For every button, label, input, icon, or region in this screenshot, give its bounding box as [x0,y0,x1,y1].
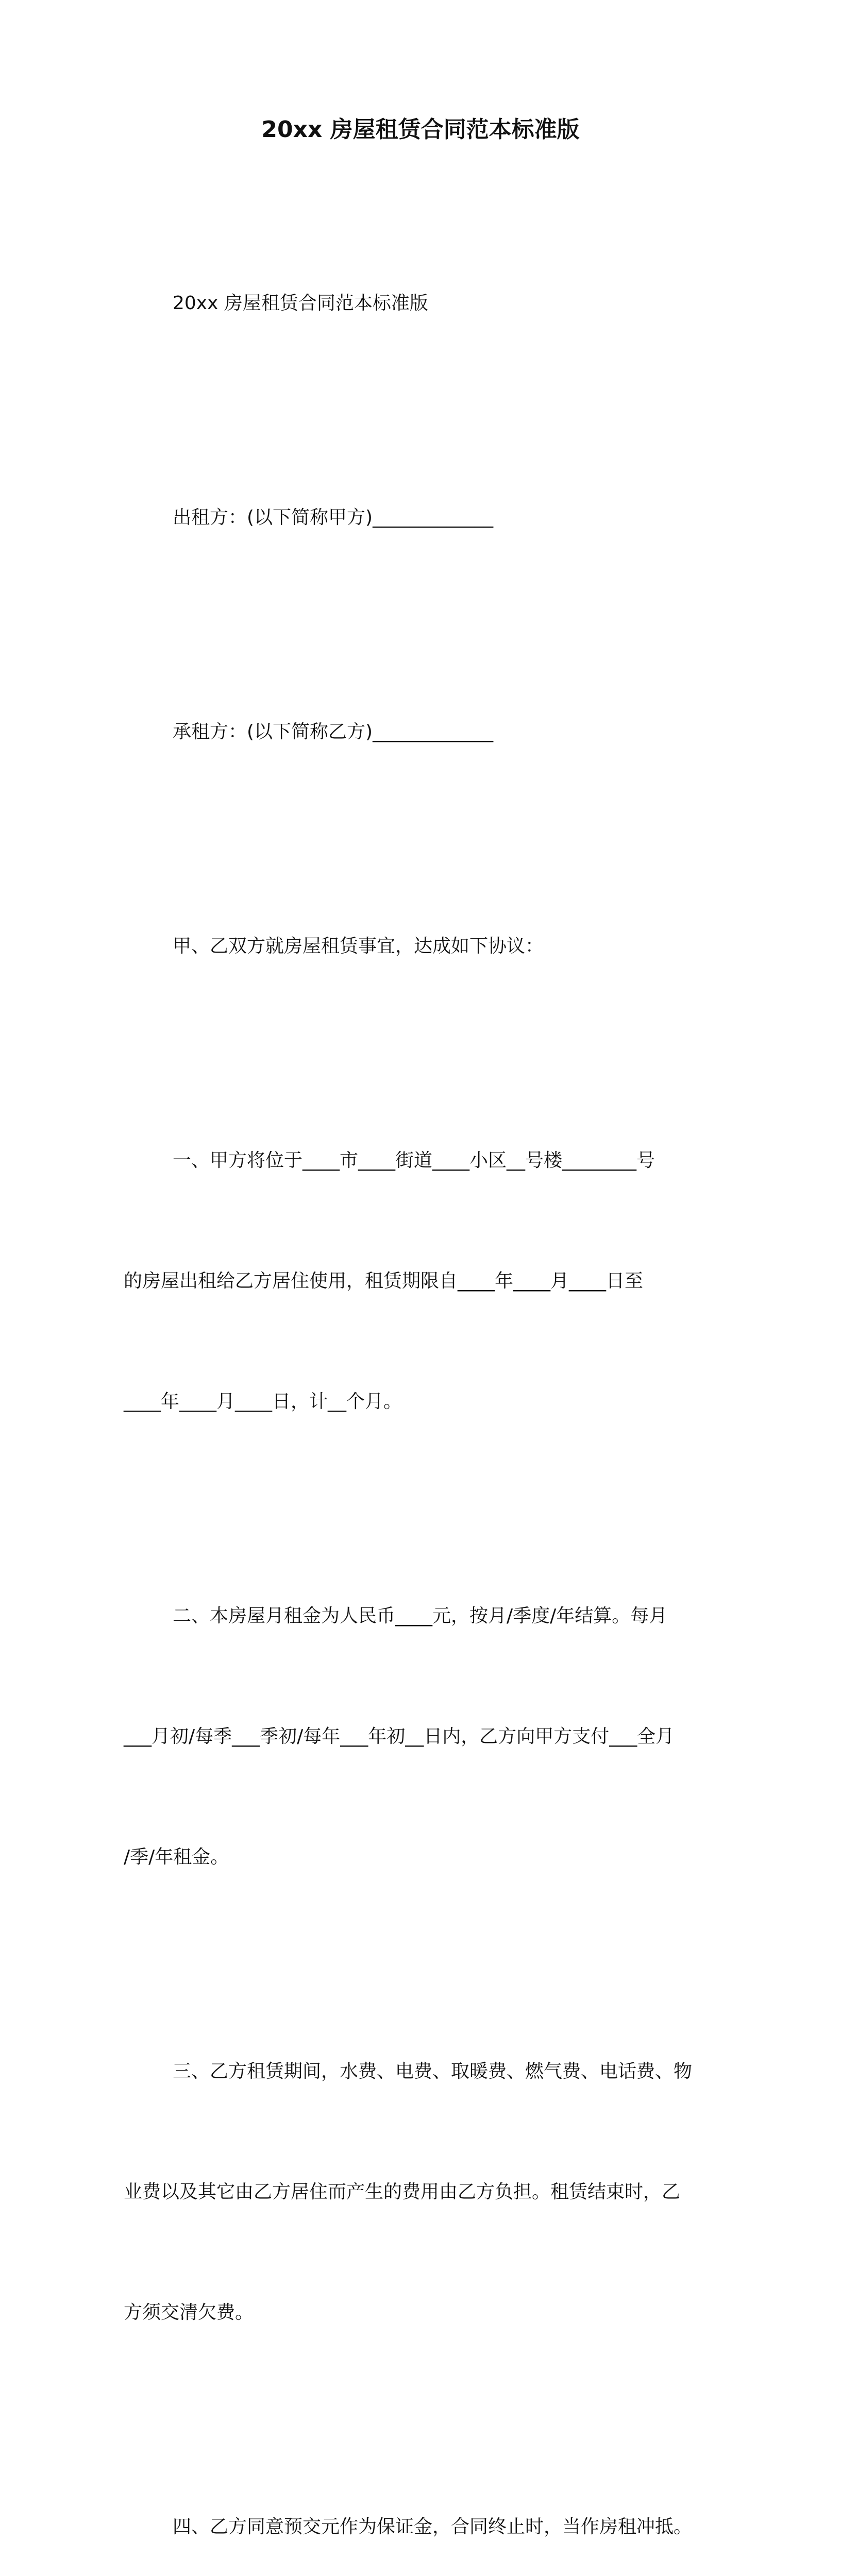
clause-1-paragraph [124,1060,711,1502]
lessee-paragraph [124,632,711,833]
subtitle-text: 20xx 房屋租赁合同范本标准版 [173,293,428,314]
clause-1-line: 的房屋出租给乙方居住使用，租赁期限自____年____月____日至 [124,1270,644,1292]
lessor-text: 出租方：(以下简称甲方)_____________ [173,507,494,528]
agreement-intro-paragraph [124,846,711,1047]
clause-4-paragraph [124,2427,711,2576]
clause-2-line: ___月初/每季___季初/每年___年初__日内，乙方向甲方支付___全月 [124,1726,675,1747]
clause-2-line: /季/年租金。 [124,1846,229,1868]
document-body [124,203,711,2576]
clause-1-line: 一、甲方将位于____市____街道____小区__号楼________号 [173,1150,655,1171]
lessee-text: 承租方：(以下简称乙方)_____________ [173,721,494,742]
clause-1-line: ____年____月____日，计__个月。 [124,1391,402,1412]
clause-2-line: 二、本房屋月租金为人民币____元，按月/季度/年结算。每月 [173,1605,668,1626]
subtitle-paragraph [124,203,711,404]
clause-3-line: 业费以及其它由乙方居住而产生的费用由乙方负担。租赁结束时，乙 [124,2181,681,2202]
clause-4-line: 四、乙方同意预交元作为保证金，合同终止时，当作房租冲抵。 [173,2516,693,2537]
clause-3-paragraph [124,1971,711,2413]
lessor-paragraph [124,417,711,618]
clause-3-line: 三、乙方租赁期间，水费、电费、取暖费、燃气费、电话费、物 [173,2061,693,2082]
clause-3-line: 方须交清欠费。 [124,2302,254,2323]
clause-2-paragraph [124,1516,711,1958]
agreement-intro-text: 甲、乙双方就房屋租赁事宜，达成如下协议： [173,936,544,957]
document-title: 20xx 房屋租赁合同范本标准版 [261,116,580,143]
